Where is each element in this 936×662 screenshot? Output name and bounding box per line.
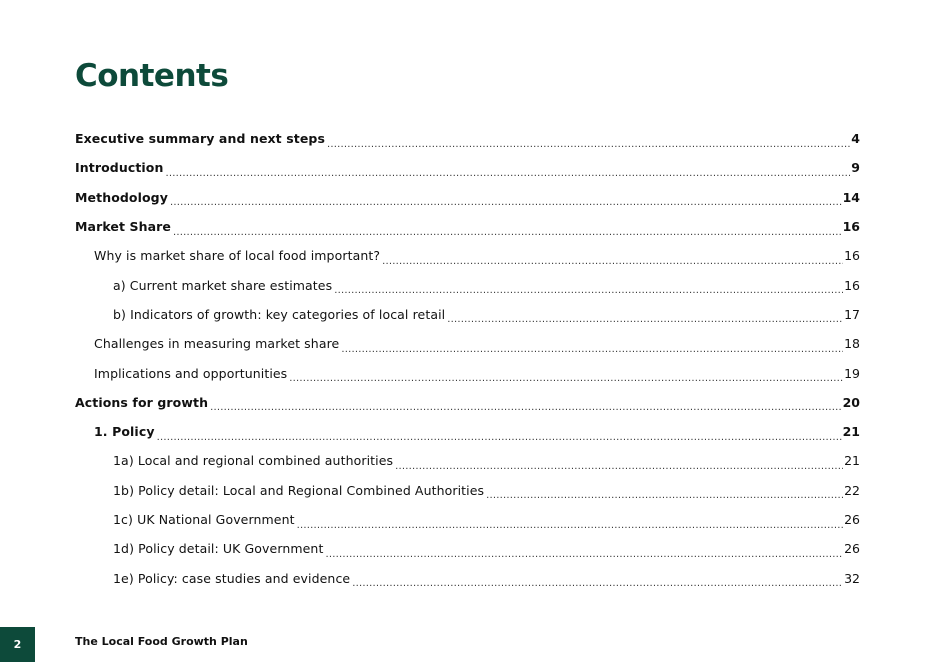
toc-entry-page-number: 20: [842, 394, 860, 410]
toc-entry-label: Implications and opportunities: [94, 365, 288, 381]
page-title: Contents: [75, 58, 229, 94]
toc-entry-page-number: 16: [844, 248, 860, 264]
toc-entry-implications[interactable]: [75, 358, 860, 387]
toc-entry-executive-summary[interactable]: [75, 124, 860, 153]
toc-entry-policy[interactable]: [75, 417, 860, 446]
toc-entry-page-number: 18: [844, 336, 860, 352]
table-of-contents: [75, 124, 860, 593]
toc-entry-why-market-share[interactable]: [75, 241, 860, 270]
toc-entry-page-number: 21: [842, 424, 860, 440]
toc-leader-dots: [165, 164, 850, 178]
toc-leader-dots: [289, 369, 843, 383]
toc-leader-dots: [210, 398, 842, 412]
toc-entry-page-number: 16: [844, 277, 860, 293]
toc-entry-page-number: 14: [842, 189, 860, 205]
toc-leader-dots: [297, 516, 843, 530]
toc-leader-dots: [341, 340, 843, 354]
footer-document-name: The Local Food Growth Plan: [75, 635, 248, 648]
toc-entry-page-number: 19: [844, 365, 860, 381]
toc-entry-page-number: 9: [851, 160, 860, 176]
toc-entry-challenges[interactable]: [75, 329, 860, 358]
toc-entry-page-number: 16: [842, 219, 860, 235]
toc-entry-page-number: 26: [844, 541, 860, 557]
toc-entry-label: Methodology: [75, 189, 168, 205]
toc-entry-policy-1c[interactable]: [75, 505, 860, 534]
toc-entry-label: Introduction: [75, 160, 164, 176]
toc-entry-policy-1a[interactable]: [75, 446, 860, 475]
toc-entry-page-number: 32: [844, 570, 860, 586]
toc-entry-policy-1e[interactable]: [75, 563, 860, 592]
toc-entry-label: Market Share: [75, 219, 171, 235]
toc-entry-label: 1b) Policy detail: Local and Regional Combined Authorities: [113, 482, 485, 498]
toc-leader-dots: [395, 457, 843, 471]
toc-entry-label: Executive summary and next steps: [75, 131, 325, 147]
toc-leader-dots: [486, 486, 843, 500]
toc-entry-label: b) Indicators of growth: key categories of local retail: [113, 306, 446, 322]
toc-entry-label: 1. Policy: [94, 424, 155, 440]
page-number-badge: 2: [0, 627, 35, 662]
toc-leader-dots: [382, 252, 843, 266]
toc-entry-page-number: 17: [844, 306, 860, 322]
toc-entry-market-share[interactable]: [75, 212, 860, 241]
toc-entry-page-number: 21: [844, 453, 860, 469]
toc-entry-label: 1d) Policy detail: UK Government: [113, 541, 324, 557]
toc-entry-policy-1b[interactable]: [75, 476, 860, 505]
toc-entry-current-estimates[interactable]: [75, 270, 860, 299]
toc-entry-policy-1d[interactable]: [75, 534, 860, 563]
toc-entry-indicators-of-growth[interactable]: [75, 300, 860, 329]
toc-entry-actions-for-growth[interactable]: [75, 388, 860, 417]
toc-leader-dots: [325, 545, 843, 559]
toc-entry-label: Actions for growth: [75, 394, 209, 410]
toc-leader-dots: [170, 193, 842, 207]
toc-entry-label: 1c) UK National Government: [113, 512, 295, 527]
toc-entry-page-number: 4: [851, 131, 860, 147]
toc-entry-label: a) Current market share estimates: [113, 277, 333, 293]
toc-entry-label: 1e) Policy: case studies and evidence: [113, 570, 351, 586]
toc-entry-page-number: 26: [844, 512, 860, 527]
toc-entry-page-number: 22: [844, 482, 860, 498]
toc-entry-label: 1a) Local and regional combined authorities: [113, 453, 394, 469]
toc-entry-label: Challenges in measuring market share: [94, 336, 340, 352]
toc-leader-dots: [352, 574, 843, 588]
toc-leader-dots: [327, 135, 850, 149]
toc-leader-dots: [334, 281, 843, 295]
toc-entry-methodology[interactable]: [75, 183, 860, 212]
toc-leader-dots: [157, 428, 842, 442]
toc-leader-dots: [447, 310, 843, 324]
toc-entry-label: Why is market share of local food important?: [94, 248, 381, 264]
toc-entry-introduction[interactable]: [75, 153, 860, 182]
toc-leader-dots: [173, 223, 842, 237]
